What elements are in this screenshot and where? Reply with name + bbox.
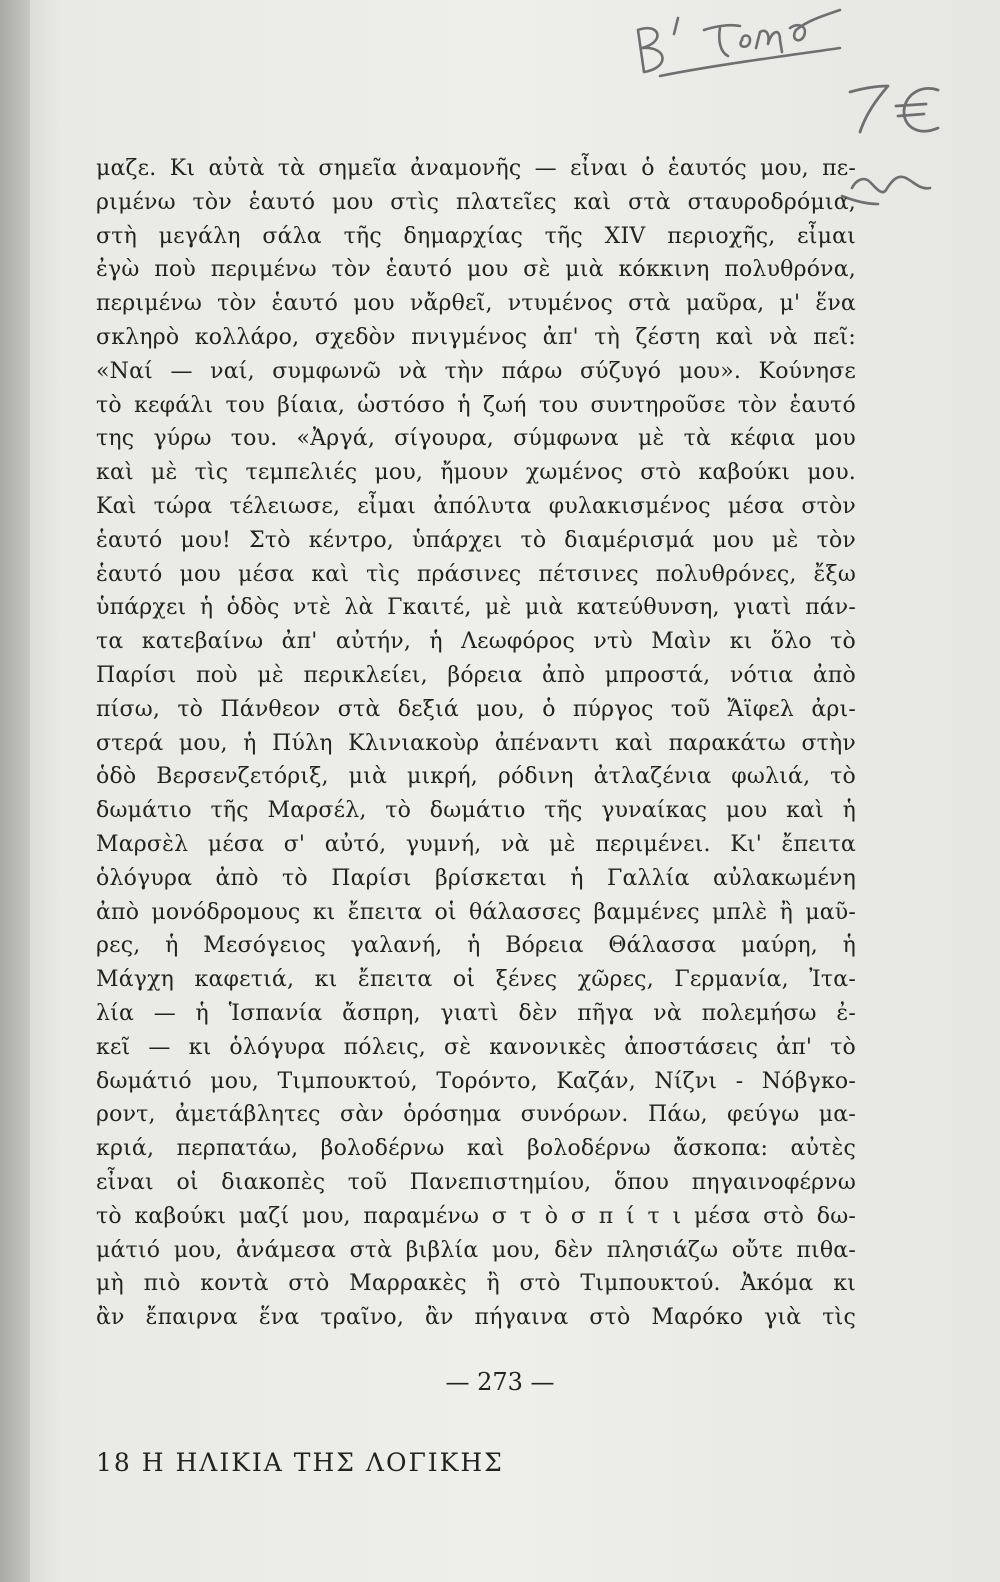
text-line: τα κατεβαίνω ἀπ' αὐτήν, ἡ Λεωφόρος ντὺ Μαὶν κι ὅλο τὸ — [96, 629, 856, 655]
signature-mark: 18 Η ΗΛΙΚΙΑ ΤΗΣ ΛΟΓΙΚΗΣ — [96, 1448, 504, 1477]
text-line: δωμάτιο τῆς Μαρσέλ, τὸ δωμάτιο τῆς γυναίκας μου καὶ ἡ — [96, 798, 856, 824]
text-line: Καὶ τώρα τέλειωσε, εἶμαι ἀπόλυτα φυλακισμένος μέσα στὸν — [96, 493, 856, 519]
text-line: δωμάτιό μου, Τιμπουκτού, Τορόντο, Καζάν, Νίζνι - Νόβγκο- — [96, 1068, 856, 1094]
text-line: μὴ πιὸ κοντὰ στὸ Μαρρακὲς ἢ στὸ Τιμπουκτού. Ἀκόμα κι — [96, 1271, 856, 1297]
page-number: — 273 — — [445, 1368, 555, 1396]
text-line: μάτιό μου, ἀνάμεσα στὰ βιβλία μου, δὲν πλησιάζω οὔτε πιθα- — [96, 1237, 856, 1263]
text-line: Μαρσὲλ μέσα σ' αὐτό, γυμνή, νὰ μὲ περιμένει. Κι' ἔπειτα — [96, 831, 856, 857]
text-line: πίσω, τὸ Πάνθεον στὰ δεξιά μου, ὁ πύργος τοῦ Ἄϊφελ ἀρι- — [96, 696, 856, 722]
text-line: ἑαυτό μου μέσα καὶ τὶς πράσινες πέτσινες πολυθρόνες, ἔξω — [96, 561, 856, 587]
text-line: ὑπάρχει ἡ ὁδὸς ντὲ λὰ Γκαιτέ, μὲ μιὰ κατεύθυνση, γιατὶ πάν- — [96, 595, 856, 621]
text-line: ριμένω τὸν ἑαυτό μου στὶς πλατεῖες καὶ στὰ σταυροδρόμια, — [96, 189, 856, 215]
text-line: μαζε. Κι αὐτὰ τὰ σημεῖα ἀναμονῆς — εἶναι ὁ ἑαυτός μου, πε- — [96, 156, 856, 181]
text-line: Μάγχη καφετιά, κι ἔπειτα οἱ ξένες χῶρες, Γερμανία, Ἰτα- — [96, 967, 856, 993]
text-line: ἐγὼ ποὺ περιμένω τὸν ἑαυτό μου σὲ μιὰ κόκκινη πολυθρόνα, — [96, 257, 856, 283]
text-line: λία — ἡ Ἱσπανία ἄσπρη, γιατὶ δὲν πῆγα νὰ πολεμήσω ἐ- — [96, 1000, 856, 1026]
text-line: της γύρω του. «Ἀργά, σίγουρα, σύμφωνα μὲ τὰ κέφια μου — [96, 426, 856, 452]
text-line: ἂν ἔπαιρνα ἕνα τραῖνο, ἂν πήγαινα στὸ Μαρόκο γιὰ τὶς — [96, 1305, 856, 1331]
text-line: στερά μου, ἡ Πύλη Κλινιακοὺρ ἀπέναντι καὶ παρακάτω στὴν — [96, 730, 856, 756]
text-line: εἶναι οἱ διακοπὲς τοῦ Πανεπιστημίου, ὅπου πηγαινοφέρνω — [96, 1169, 856, 1195]
text-line: Παρίσι ποὺ μὲ περικλείει, βόρεια ἀπὸ μπροστά, νότια ἀπὸ — [96, 662, 856, 688]
text-line: ὁλόγυρα ἀπὸ τὸ Παρίσι βρίσκεται ἡ Γαλλία αὐλακωμένη — [96, 865, 856, 891]
text-line: ροντ, ἀμετάβλητες σὰν ὁρόσημα συνόρων. Πάω, φεύγω μα- — [96, 1102, 856, 1128]
body-text — [96, 152, 856, 1335]
text-line: «Ναί — ναί, συμφωνῶ νὰ τὴν πάρω σύζυγό μου». Κούνησε — [96, 358, 856, 384]
text-line: σκληρὸ κολλάρο, σχεδὸν πνιγμένος ἀπ' τὴ ζέστη καὶ νὰ πεῖ: — [96, 324, 856, 350]
page-gutter-shadow — [0, 0, 30, 1582]
text-line: ρες, ἡ Μεσόγειος γαλανή, ἡ Βόρεια Θάλασσα μαύρη, ἡ — [96, 933, 856, 959]
text-line: κριά, περπατάω, βολοδέρνω καὶ βολοδέρνω ἄσκοπα: αὐτὲς — [96, 1136, 856, 1162]
text-line: κεῖ — κι ὁλόγυρα πόλεις, σὲ κανονικὲς ἀποστάσεις ἀπ' τὸ — [96, 1034, 856, 1060]
text-line: ἑαυτό μου! Στὸ κέντρο, ὑπάρχει τὸ διαμέρισμά μου μὲ τὸν — [96, 527, 856, 553]
text-line: τὸ κεφάλι του βίαια, ὡστόσο ἡ ζωή του συντηροῦσε τὸν ἑαυτό — [96, 392, 856, 418]
text-line: ἀπὸ μονόδρομους κι ἔπειτα οἱ θάλασσες βαμμένες μπλὲ ἢ μαῦ- — [96, 899, 856, 925]
text-line: τὸ καβούκι μαζί μου, παραμένω σ τ ὸ σ π ί τ ι μέσα στὸ δω- — [96, 1203, 856, 1229]
text-line: στὴ μεγάλη σάλα τῆς δημαρχίας τῆς XIV περιοχῆς, εἶμαι — [96, 223, 856, 249]
handwritten-price — [850, 86, 938, 132]
handwritten-volume-note — [638, 10, 840, 76]
text-line: καὶ μὲ τὶς τεμπελιές μου, ἤμουν χωμένος στὸ καβούκι μου. — [96, 460, 856, 486]
text-line: ὁδὸ Βερσενζετόριξ, μιὰ μικρή, ρόδινη ἀτλαζένια φωλιά, τὸ — [96, 764, 856, 790]
text-line: περιμένω τὸν ἑαυτό μου νἄρθεῖ, ντυμένος στὰ μαῦρα, μ' ἕνα — [96, 291, 856, 317]
